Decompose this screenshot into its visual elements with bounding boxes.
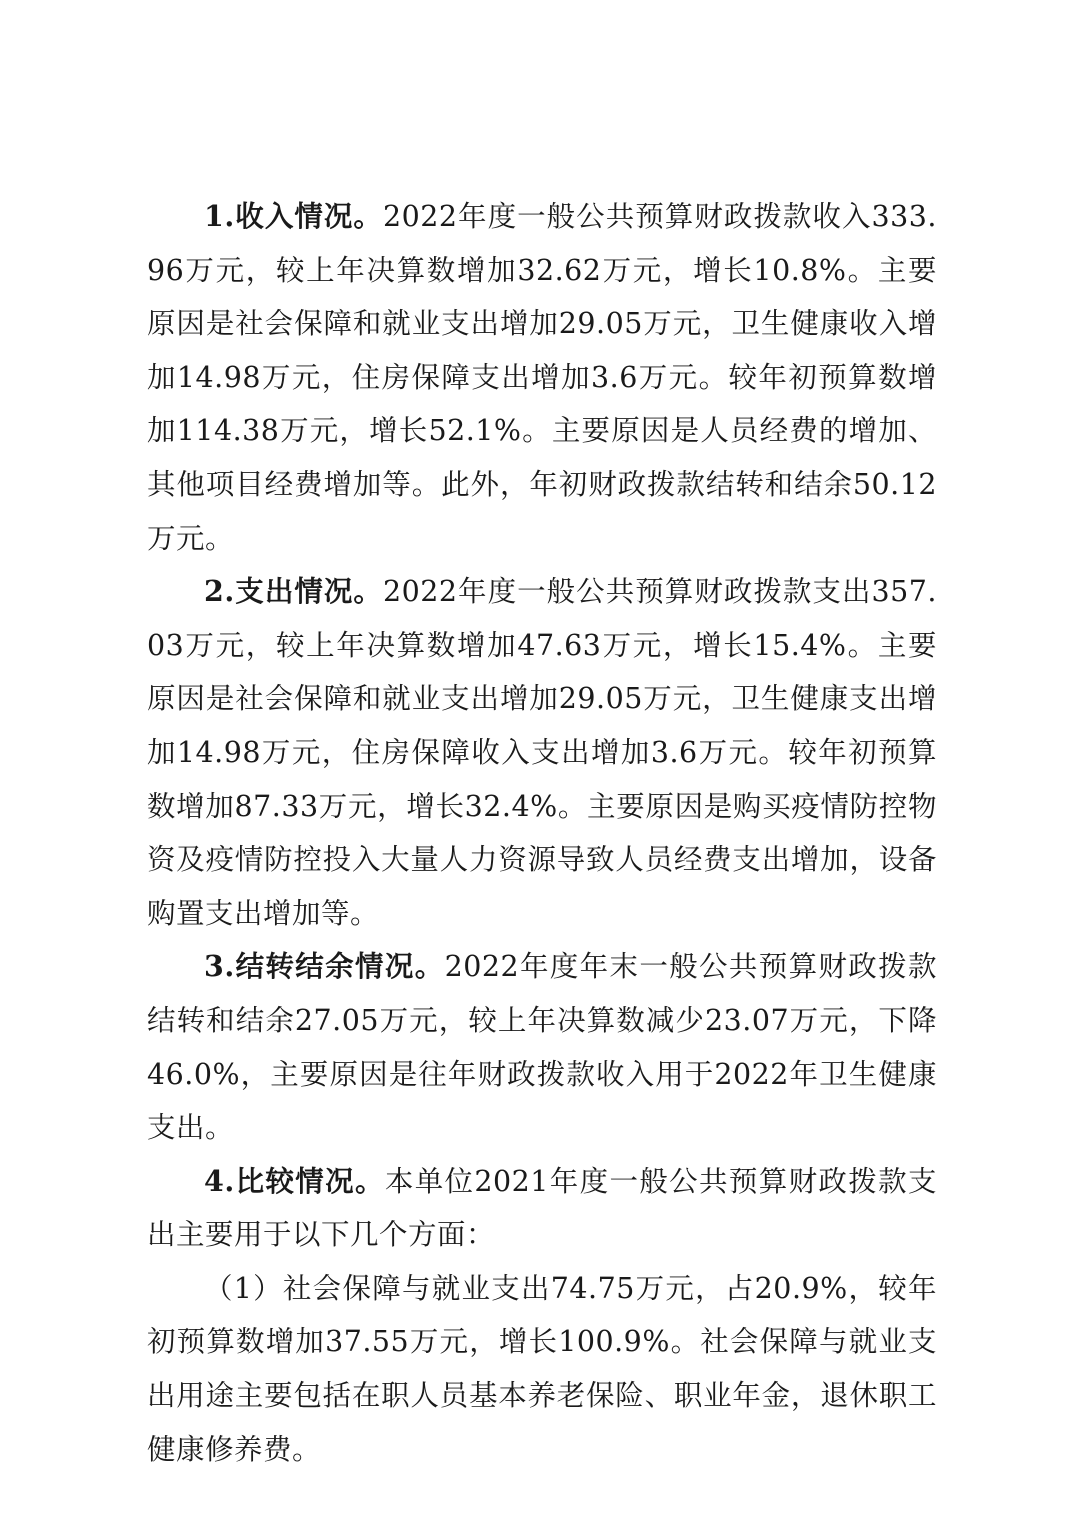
paragraph-expenditure <box>147 565 937 940</box>
paragraph-text: （1）社会保障与就业支出74.75万元，占20.9%，较年初预算数增加37.55万元，增长100.9%。社会保障与就业支出用途主要包括在职人员基本养老保险、职业年金，退休职工健康修养费。 <box>147 1271 937 1466</box>
paragraph-social-security <box>147 1262 937 1476</box>
document-body <box>147 190 937 1476</box>
paragraph-text: 本单位2021年度一般公共预算财政拨款支出主要用于以下几个方面： <box>147 1164 937 1252</box>
paragraph-carryover <box>147 940 937 1154</box>
paragraph-heading: 3.结转结余情况。 <box>204 949 445 984</box>
paragraph-heading: 2.支出情况。 <box>204 574 383 609</box>
paragraph-comparison <box>147 1155 937 1262</box>
paragraph-text: 2022年度年末一般公共预算财政拨款结转和结余27.05万元，较上年决算数减少23.07万元，下降46.0%，主要原因是往年财政拨款收入用于2022年卫生健康支出。 <box>147 950 937 1145</box>
paragraph-text: 2022年度一般公共预算财政拨款支出357.03万元，较上年决算数增加47.63万元，增长15.4%。主要原因是社会保障和就业支出增加29.05万元，卫生健康支出增加14.98万元，住房保障收入支出增加3.6万元。较年初预算数增加87.33万元，增长32.4%。主要原因是购买疫情防控物资及疫情防控投入大量人力资源导致人员经费支出增加，设备购置支出增加等。 <box>147 575 937 930</box>
paragraph-heading: 4.比较情况。 <box>204 1163 385 1198</box>
paragraph-text: 2022年度一般公共预算财政拨款收入333.96万元，较上年决算数增加32.62万元，增长10.8%。主要原因是社会保障和就业支出增加29.05万元，卫生健康收入增加14.98万元，住房保障支出增加3.6万元。较年初预算数增加114.38万元，增长52.1%。主要原因是人员经费的增加、其他项目经费增加等。此外，年初财政拨款结转和结余50.12万元。 <box>147 200 937 555</box>
paragraph-income <box>147 190 937 565</box>
paragraph-heading: 1.收入情况。 <box>204 199 383 233</box>
